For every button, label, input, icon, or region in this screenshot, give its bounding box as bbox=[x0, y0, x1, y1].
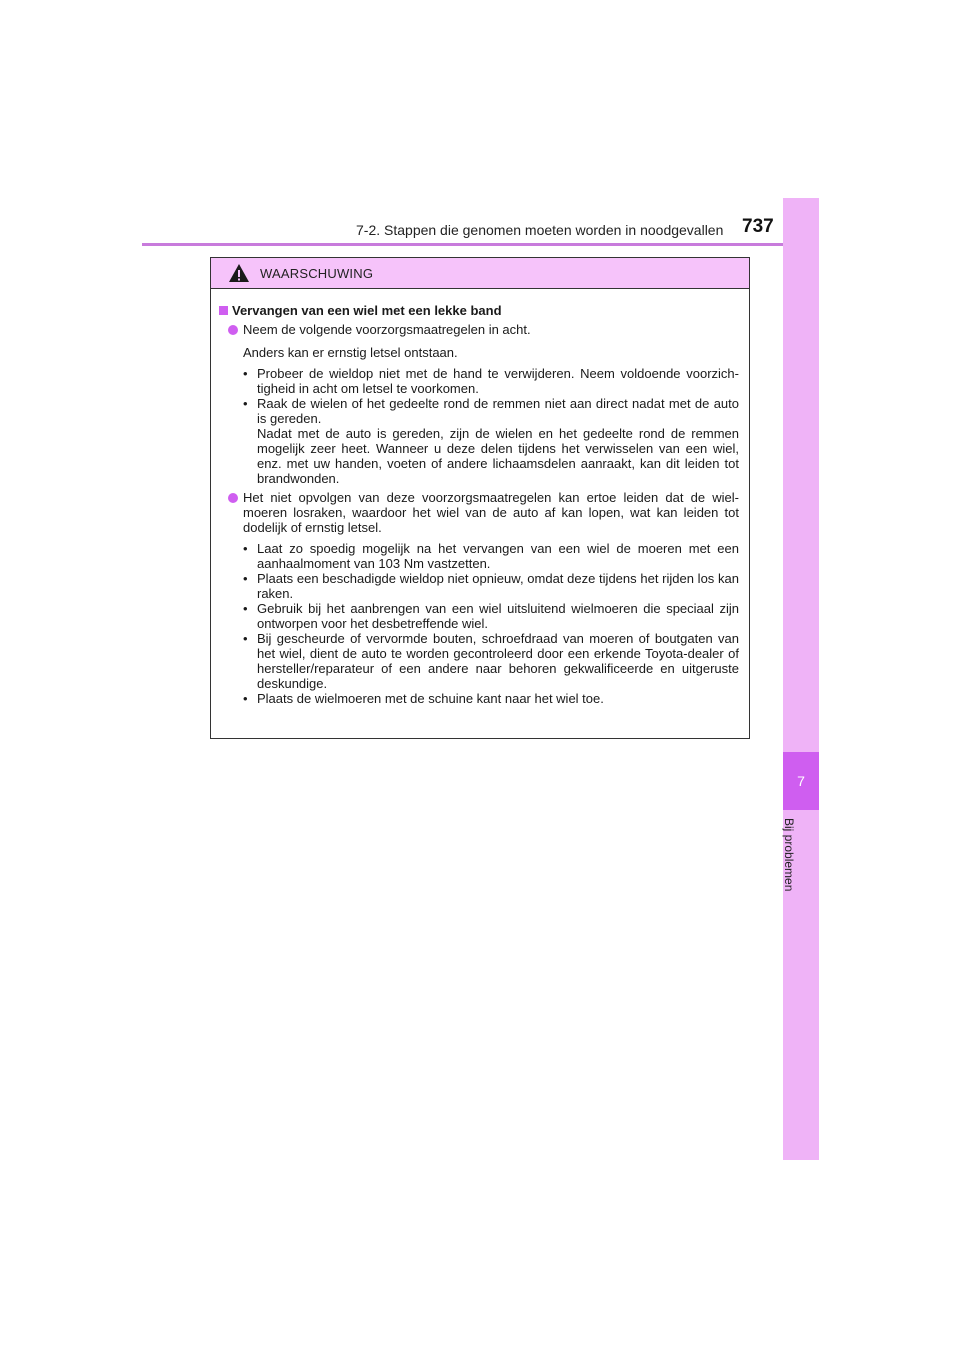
sub-list-paragraph: Gebruik bij het aanbrengen van een wiel uitsluitend wielmoeren die speciaal zijn ontworpen voor het desbetreffende wiel. bbox=[257, 601, 739, 631]
chapter-number: 7 bbox=[783, 752, 819, 810]
chapter-label: Bij problemen bbox=[782, 818, 796, 892]
sub-list-paragraph: Probeer de wieldop niet met de hand te verwijderen. Neem voldoende voorzichtigheid in acht om letsel te voorkomen. bbox=[257, 366, 739, 396]
chapter-side-tab bbox=[783, 198, 819, 1160]
page-number: 737 bbox=[742, 216, 774, 237]
round-bullet-icon bbox=[228, 325, 238, 335]
warning-item-text: Het niet opvolgen van deze voorzorgsmaatregelen kan ertoe leiden dat de wielmoeren losraken, waardoor het wiel van de auto af kan lopen, wat kan leiden tot dodelijk of ernstig letsel. bbox=[243, 490, 739, 535]
section-heading bbox=[219, 303, 739, 318]
warning-item-note: Anders kan er ernstig letsel ontstaan. bbox=[243, 345, 458, 360]
warning-item bbox=[219, 490, 739, 535]
bullet-icon: • bbox=[243, 541, 248, 556]
sub-list-item bbox=[219, 691, 739, 706]
header-title: 7-2. Stappen die genomen moeten worden in noodgevallen bbox=[356, 222, 724, 238]
warning-item bbox=[219, 322, 739, 337]
bullet-icon: • bbox=[243, 631, 248, 646]
header-rule bbox=[142, 243, 817, 246]
sub-list-item bbox=[219, 541, 739, 571]
round-bullet-icon bbox=[228, 493, 238, 503]
warning-triangle-icon bbox=[228, 263, 250, 283]
sub-list-item bbox=[219, 571, 739, 601]
bullet-icon: • bbox=[243, 396, 248, 411]
warning-header bbox=[211, 258, 749, 289]
sub-list-item bbox=[219, 396, 739, 486]
bullet-icon: • bbox=[243, 366, 248, 381]
sub-list-paragraph: Nadat met de auto is gereden, zijn de wielen en het gedeelte rond de remmen mogelijk zeer heet. Wanneer u deze delen tijdens het verwisselen van een wiel, enz. met uw handen, voeten of andere lichaamsdelen aanraakt, kan dit leiden tot brandwonden. bbox=[257, 426, 739, 486]
warning-body bbox=[211, 289, 749, 706]
square-bullet-icon bbox=[219, 306, 228, 315]
bullet-icon: • bbox=[243, 571, 248, 586]
bullet-icon: • bbox=[243, 601, 248, 616]
sub-list-item bbox=[219, 366, 739, 396]
sub-list-paragraph: Laat zo spoedig mogelijk na het vervangen van een wiel de moeren met een aanhaalmoment van 103 Nm vastzetten. bbox=[257, 541, 739, 571]
sub-list bbox=[219, 366, 739, 486]
sub-list-item bbox=[219, 601, 739, 631]
warning-box bbox=[210, 257, 750, 739]
sub-list-paragraph: Plaats een beschadigde wieldop niet opnieuw, omdat deze tijdens het rijden los kan raken. bbox=[257, 571, 739, 601]
sub-list-paragraph: Raak de wielen of het gedeelte rond de remmen niet aan direct nadat met de auto is gereden. bbox=[257, 396, 739, 426]
sub-list bbox=[219, 541, 739, 706]
warning-item-text: Neem de volgende voorzorgsmaatregelen in acht. bbox=[243, 322, 531, 337]
bullet-icon: • bbox=[243, 691, 248, 706]
sub-list-paragraph: Bij gescheurde of vervormde bouten, schroefdraad van moeren of boutgaten van het wiel, dient de auto te worden gecontroleerd door een erkende Toyota-dealer of hersteller/reparateur of een andere naar behoren gekwalificeerde en uitgeruste deskundige. bbox=[257, 631, 739, 691]
sub-list-item bbox=[219, 631, 739, 691]
warning-title: WAARSCHUWING bbox=[260, 265, 374, 281]
sub-list-paragraph: Plaats de wielmoeren met de schuine kant naar het wiel toe. bbox=[257, 691, 604, 706]
section-heading-text: Vervangen van een wiel met een lekke band bbox=[232, 303, 502, 318]
